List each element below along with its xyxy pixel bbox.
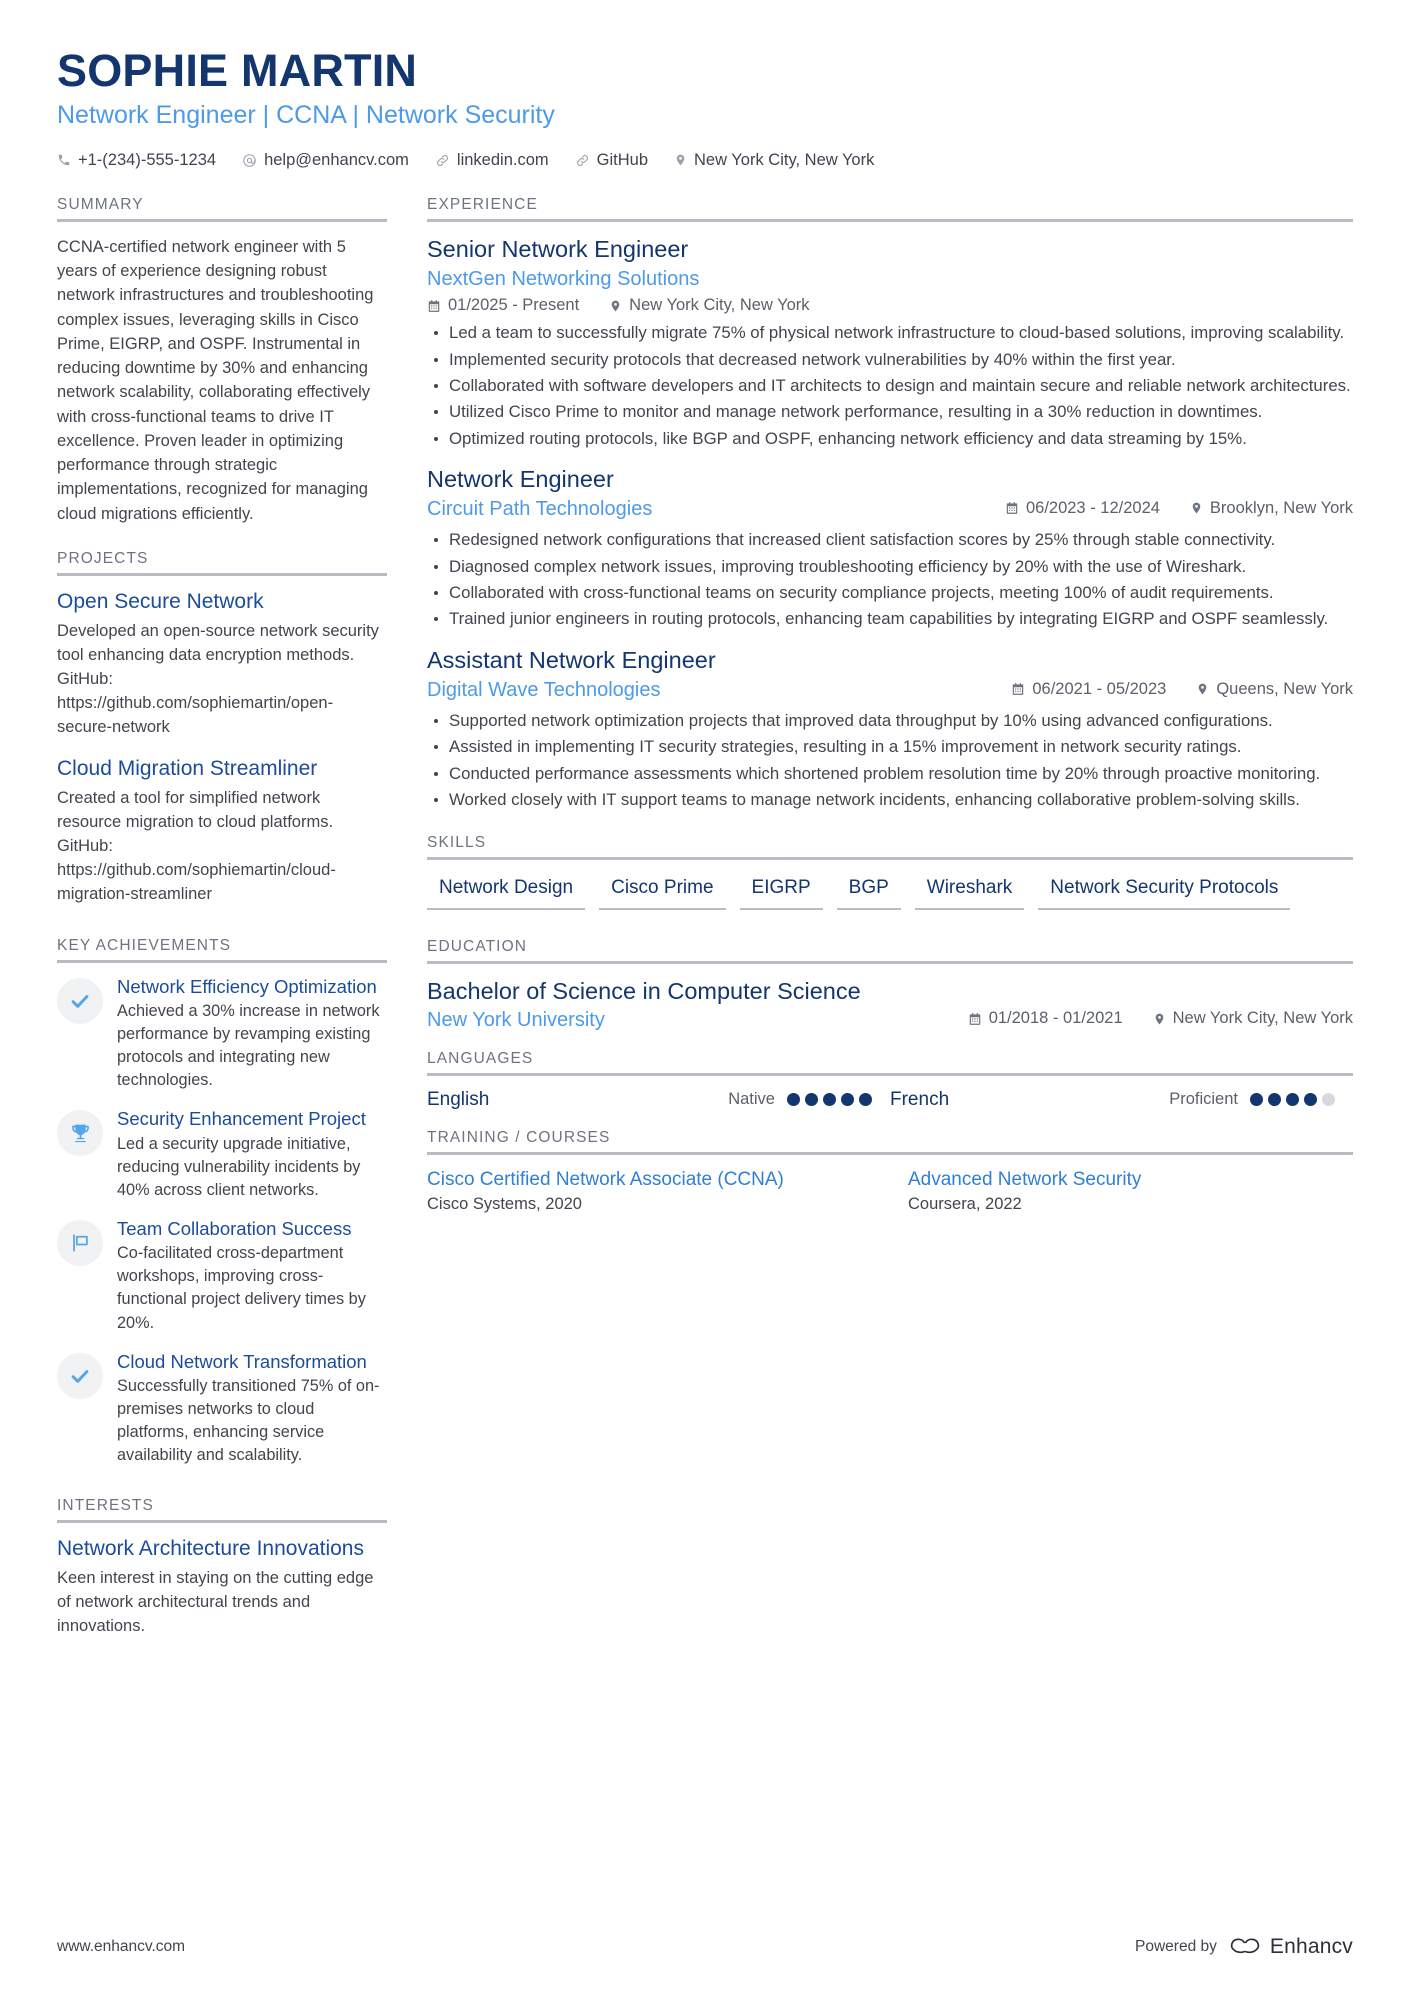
- section-rule: [427, 1152, 1353, 1155]
- location-icon: [1153, 1011, 1166, 1027]
- education-location: [1153, 1009, 1353, 1028]
- job-location-text: Brooklyn, New York: [1209, 498, 1353, 517]
- section-rule: [57, 219, 387, 222]
- language-rating: [728, 1090, 890, 1109]
- language-rating: [1169, 1090, 1353, 1109]
- job-meta: [427, 296, 1353, 315]
- job-bullet: Optimized routing protocols, like BGP and OSPF, enhancing network efficiency and data streaming by 15%.: [427, 427, 1353, 450]
- left-column: [57, 196, 387, 1643]
- skills-list: [427, 873, 1353, 920]
- section-rule: [427, 219, 1353, 222]
- course-item: [427, 1168, 872, 1214]
- flag-icon: [57, 1220, 103, 1266]
- achievement-description: Co-facilitated cross-department workshops, improving cross-functional project delivery times by 20%.: [117, 1244, 366, 1332]
- rating-dot-filled: [823, 1093, 836, 1106]
- email-icon: [242, 153, 257, 168]
- contact-github-text: GitHub: [596, 150, 648, 169]
- section-title-summary: SUMMARY: [57, 195, 144, 213]
- achievement-item: [57, 1218, 387, 1335]
- skill-tag: Network Design: [427, 873, 585, 910]
- achievement-description: Achieved a 30% increase in network performance by revamping existing protocols and integrating new technologies.: [117, 1001, 380, 1090]
- education-dates: [968, 1009, 1123, 1028]
- job-header-row: [427, 496, 1353, 522]
- job-bullet: Collaborated with software developers and IT architects to design and maintain secure and reliable network architectures.: [427, 374, 1353, 397]
- job-dates: [1005, 499, 1160, 518]
- section-summary: [57, 196, 387, 526]
- project-name[interactable]: Open Secure Network: [57, 589, 264, 613]
- skill-tag: EIGRP: [740, 873, 823, 910]
- contact-phone[interactable]: [57, 151, 216, 170]
- job-title: Senior Network Engineer: [427, 235, 689, 262]
- project-description: Created a tool for simplified network resource migration to cloud platforms. GitHub: https://github.com/sophiemartin/cloud-migration-streamliner: [57, 789, 336, 903]
- skill-tag: Network Security Protocols: [1038, 873, 1290, 910]
- contact-bar: [57, 151, 1353, 170]
- section-title-training: TRAINING / COURSES: [427, 1128, 611, 1146]
- resume-body: [57, 196, 1353, 1643]
- interest-description: Keen interest in staying on the cutting edge of network architectural trends and innovations.: [57, 1568, 374, 1635]
- achievement-title: Cloud Network Transformation: [117, 1350, 367, 1372]
- right-column: [427, 196, 1353, 1218]
- job-header-row: [427, 677, 1353, 703]
- job-bullet: Collaborated with cross-functional teams on security compliance projects, meeting 100% of audit requirements.: [427, 581, 1353, 604]
- achievement-title: Security Enhancement Project: [117, 1108, 366, 1130]
- section-title-skills: SKILLS: [427, 834, 487, 852]
- job-title: Assistant Network Engineer: [427, 646, 716, 673]
- job-bullets: [427, 321, 1353, 450]
- calendar-icon: [968, 1012, 982, 1026]
- job-dates-text: 06/2023 - 12/2024: [1025, 498, 1160, 517]
- location-icon: [1196, 681, 1209, 697]
- course-item: [908, 1168, 1353, 1214]
- project-item: [57, 589, 387, 740]
- footer-brand: [1135, 1935, 1353, 1959]
- job-bullet: Trained junior engineers in routing protocols, enhancing team capabilities by integrating EIGRP and OSPF seamlessly.: [427, 607, 1353, 630]
- rating-dot-empty: [1322, 1093, 1335, 1106]
- job-bullet: Assisted in implementing IT security strategies, resulting in a 15% improvement in network security ratings.: [427, 735, 1353, 758]
- contact-linkedin-text: linkedin.com: [456, 150, 549, 169]
- rating-dot-filled: [1250, 1093, 1263, 1106]
- calendar-icon: [1011, 682, 1025, 696]
- job-dates-text: 01/2025 - Present: [448, 296, 580, 315]
- achievement-item: [57, 1108, 387, 1202]
- job-location-text: Queens, New York: [1216, 679, 1353, 698]
- section-title-achievements: KEY ACHIEVEMENTS: [57, 936, 232, 954]
- section-rule: [427, 857, 1353, 860]
- location-icon: [674, 152, 687, 168]
- section-title-experience: EXPERIENCE: [427, 195, 538, 213]
- education-location-text: New York City, New York: [1172, 1009, 1353, 1028]
- section-title-languages: LANGUAGES: [427, 1049, 534, 1067]
- rating-dot-filled: [859, 1093, 872, 1106]
- job-company[interactable]: Digital Wave Technologies: [427, 679, 661, 702]
- enhancv-logo: [1228, 1935, 1353, 1959]
- languages-list: [427, 1089, 1353, 1111]
- section-rule: [427, 961, 1353, 964]
- education-school[interactable]: New York University: [427, 1008, 605, 1031]
- job-bullets: [427, 709, 1353, 811]
- section-projects: [57, 550, 387, 907]
- language-item: [890, 1089, 1353, 1111]
- job-header-row: [427, 266, 1353, 292]
- rating-dot-filled: [787, 1093, 800, 1106]
- resume-footer: [57, 1935, 1353, 1959]
- section-rule: [57, 573, 387, 576]
- section-training: [427, 1129, 1353, 1214]
- rating-dot-filled: [841, 1093, 854, 1106]
- location-icon: [609, 298, 622, 314]
- education-meta: [968, 1009, 1353, 1028]
- section-interests: [57, 1497, 387, 1638]
- language-level: Proficient: [1169, 1090, 1238, 1109]
- brand-name: Enhancv: [1269, 1935, 1353, 1958]
- language-item: [427, 1089, 890, 1111]
- section-rule: [57, 1520, 387, 1523]
- achievement-title: Network Efficiency Optimization: [117, 975, 377, 997]
- rating-dot-filled: [1304, 1093, 1317, 1106]
- skill-tag: Cisco Prime: [599, 873, 725, 910]
- project-description: Developed an open-source network security tool enhancing data encryption methods. GitHub: https://github.com/sophiemartin/open-secure-network: [57, 622, 379, 736]
- language-level: Native: [728, 1090, 775, 1109]
- experience-item: [427, 235, 1353, 450]
- link-icon: [575, 153, 590, 168]
- job-bullet: Conducted performance assessments which shortened problem resolution time by 20% through proactive monitoring.: [427, 762, 1353, 785]
- education-meta-row: [427, 1009, 1353, 1032]
- summary-text: CCNA-certified network engineer with 5 years of experience designing robust network infrastructures and troubleshooting complex issues, leveraging skills in Cisco Prime, EIGRP, and OSPF. Instrumental in reducing downtime by 30% and enhancing network scalability, collaborating effectively with cross-functional teams to drive IT excellence. Proven leader in optimizing performance through strategic implementations, recognized for managing cloud migrations efficiently.: [57, 237, 374, 523]
- job-bullet: Diagnosed complex network issues, improving troubleshooting efficiency by 20% with the use of Wireshark.: [427, 555, 1353, 578]
- footer-website[interactable]: www.enhancv.com: [57, 1938, 186, 1955]
- skill-tag: BGP: [837, 873, 901, 910]
- education-degree: Bachelor of Science in Computer Science: [427, 978, 861, 1005]
- job-location: [1190, 499, 1353, 518]
- job-location: [1196, 680, 1353, 699]
- education-item: [427, 977, 1353, 1031]
- rating-dot-filled: [1268, 1093, 1281, 1106]
- job-dates: [427, 296, 579, 315]
- section-skills: [427, 834, 1353, 920]
- check-icon: [57, 1353, 103, 1399]
- achievement-item: [57, 1351, 387, 1468]
- job-bullet: Utilized Cisco Prime to monitor and manage network performance, resulting in a 30% reduction in downtimes.: [427, 400, 1353, 423]
- section-experience: [427, 196, 1353, 812]
- job-dates: [1011, 680, 1166, 699]
- job-bullet: Worked closely with IT support teams to manage network incidents, enhancing collaborative problem-solving skills.: [427, 788, 1353, 811]
- education-dates-text: 01/2018 - 01/2021: [988, 1009, 1123, 1028]
- enhancv-mark-icon: [1228, 1936, 1262, 1958]
- job-location: [609, 296, 809, 315]
- course-org: Cisco Systems, 2020: [427, 1194, 582, 1213]
- contact-github[interactable]: [575, 151, 648, 170]
- trophy-icon: [57, 1110, 103, 1156]
- powered-by-label: Powered by: [1135, 1938, 1217, 1955]
- rating-dot-filled: [805, 1093, 818, 1106]
- contact-email-text: help@enhancv.com: [264, 150, 409, 169]
- job-company[interactable]: Circuit Path Technologies: [427, 498, 653, 521]
- courses-list: [427, 1168, 1353, 1214]
- check-icon: [57, 978, 103, 1024]
- section-rule: [57, 960, 387, 963]
- job-bullet: Supported network optimization projects that improved data throughput by 10% using advanced configurations.: [427, 709, 1353, 732]
- phone-icon: [57, 153, 71, 167]
- rating-dot-filled: [1286, 1093, 1299, 1106]
- contact-linkedin[interactable]: [435, 151, 549, 170]
- achievement-item: [57, 976, 387, 1093]
- section-key-achievements: [57, 937, 387, 1468]
- candidate-headline: Network Engineer | CCNA | Network Security: [57, 101, 555, 130]
- job-meta: [1005, 499, 1353, 518]
- language-name: English: [427, 1088, 490, 1110]
- section-languages: [427, 1050, 1353, 1111]
- course-name[interactable]: Advanced Network Security: [908, 1168, 1142, 1190]
- experience-item: [427, 465, 1353, 631]
- contact-phone-text: +1-(234)-555-1234: [78, 150, 217, 169]
- job-dates-text: 06/2021 - 05/2023: [1032, 679, 1167, 698]
- contact-email[interactable]: [242, 151, 409, 170]
- project-name[interactable]: Cloud Migration Streamliner: [57, 756, 318, 780]
- achievement-body: [117, 1108, 387, 1202]
- skill-tag: Wireshark: [915, 873, 1025, 910]
- course-org: Coursera, 2022: [908, 1194, 1022, 1213]
- job-bullet: Implemented security protocols that decreased network vulnerabilities by 40% within the first year.: [427, 348, 1353, 371]
- section-education: [427, 938, 1353, 1031]
- section-title-interests: INTERESTS: [57, 1497, 154, 1515]
- experience-item: [427, 646, 1353, 812]
- language-dots: [1250, 1093, 1335, 1106]
- section-title-education: EDUCATION: [427, 938, 528, 956]
- location-icon: [1190, 500, 1203, 516]
- achievement-body: [117, 1351, 387, 1468]
- contact-location-text: New York City, New York: [694, 150, 875, 169]
- interest-item: [57, 1536, 387, 1638]
- language-name: French: [890, 1088, 950, 1110]
- contact-location: [674, 151, 874, 170]
- job-meta: [1011, 680, 1353, 699]
- achievement-body: [117, 976, 387, 1093]
- project-item: [57, 756, 387, 907]
- job-company[interactable]: NextGen Networking Solutions: [427, 268, 700, 291]
- section-title-projects: PROJECTS: [57, 549, 149, 567]
- job-bullet: Led a team to successfully migrate 75% of physical network infrastructure to cloud-based solutions, improving scalability.: [427, 321, 1353, 344]
- job-title: Network Engineer: [427, 465, 614, 492]
- calendar-icon: [1005, 501, 1019, 515]
- section-rule: [427, 1073, 1353, 1076]
- achievement-body: [117, 1218, 387, 1335]
- job-location-text: New York City, New York: [629, 296, 810, 315]
- calendar-icon: [427, 299, 441, 313]
- resume-header: [57, 0, 1353, 170]
- achievement-title: Team Collaboration Success: [117, 1217, 352, 1239]
- achievement-description: Led a security upgrade initiative, reducing vulnerability incidents by 40% across client networks.: [117, 1134, 361, 1199]
- job-bullet: Redesigned network configurations that increased client satisfaction scores by 25% through stable connectivity.: [427, 528, 1353, 551]
- candidate-name: SOPHIE MARTIN: [57, 45, 418, 96]
- language-dots: [787, 1093, 872, 1106]
- course-name[interactable]: Cisco Certified Network Associate (CCNA): [427, 1168, 784, 1190]
- achievement-description: Successfully transitioned 75% of on-premises networks to cloud platforms, enhancing service availability and scalability.: [117, 1376, 380, 1465]
- job-bullets: [427, 528, 1353, 630]
- link-icon: [435, 153, 450, 168]
- interest-name: Network Architecture Innovations: [57, 1537, 364, 1561]
